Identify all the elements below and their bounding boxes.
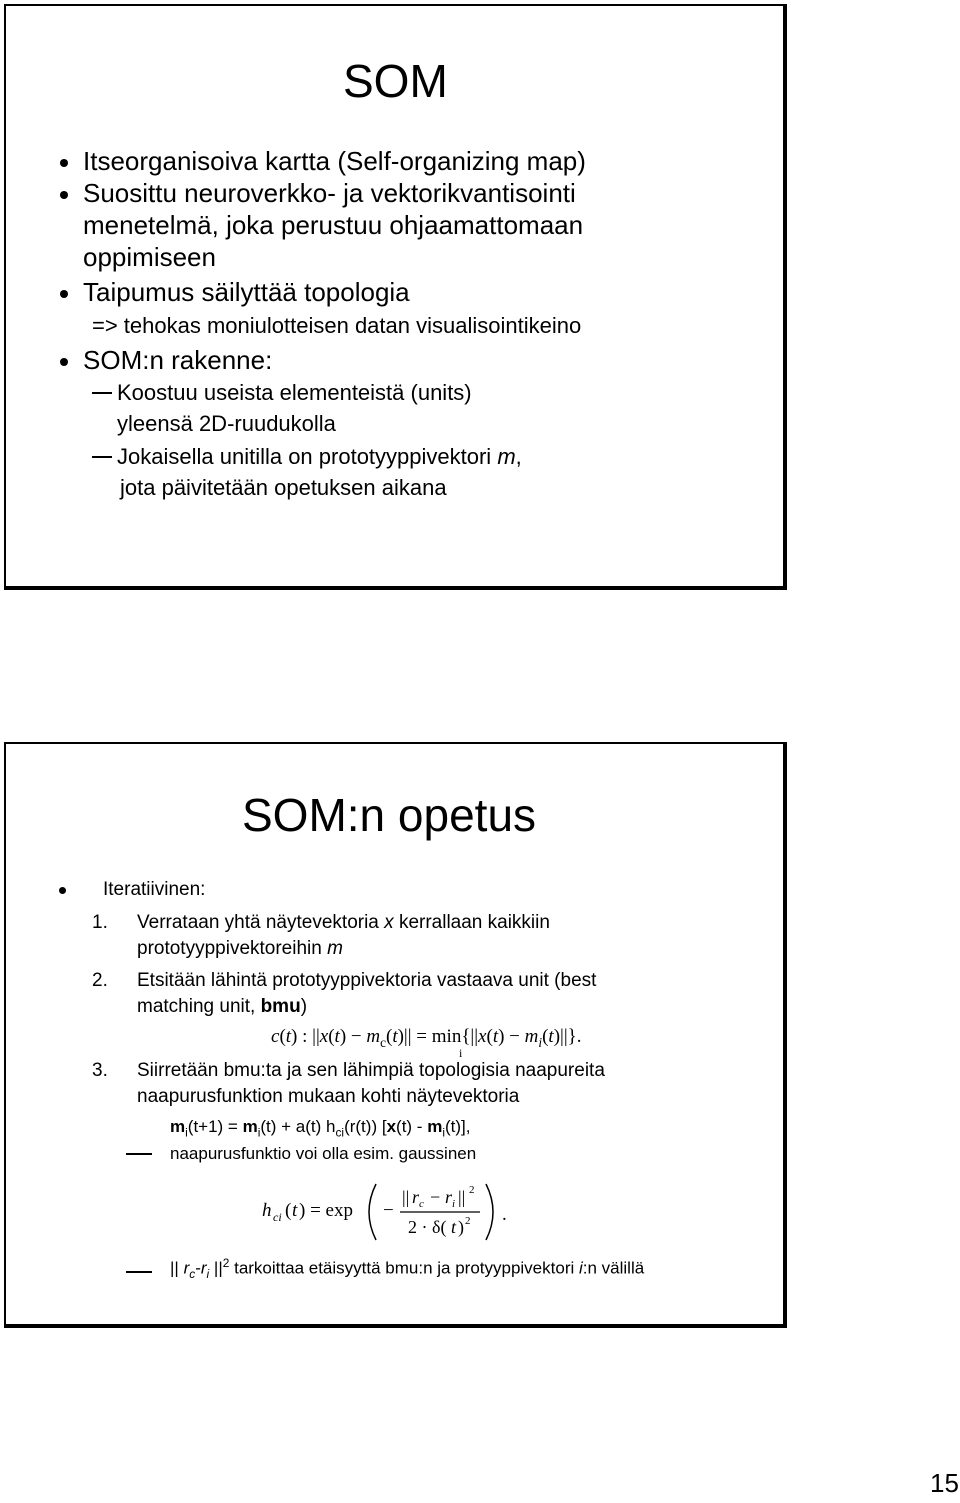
bullet-subtext: => tehokas moniulotteisen datan visualisointikeino [92, 313, 582, 338]
slide-som [4, 4, 787, 590]
sub-bullet-text-cont: yleensä 2D-ruudukolla [117, 411, 336, 436]
symbol-x: x [384, 912, 394, 933]
paren: ) [300, 996, 308, 1017]
bullet-text: SOM:n rakenne: [83, 345, 273, 375]
step-number: 3. [92, 1060, 108, 1081]
bullet-text: Suosittu neuroverkko- ja vektorikvantisointi [83, 178, 576, 208]
svg-text:.: . [502, 1204, 507, 1225]
svg-text:2 · δ(: 2 · δ( [408, 1217, 447, 1237]
svg-text:c: c [419, 1198, 424, 1210]
bullet-text-cont: menetelmä, joka perustuu ohjaamattomaan [83, 210, 584, 240]
svg-text:): ) [458, 1217, 464, 1237]
bullet-text-cont: oppimiseen [83, 242, 216, 272]
svg-text:r: r [445, 1187, 453, 1207]
sub-bullet-dash [92, 392, 112, 394]
step-text-cont [137, 938, 343, 960]
svg-text:ci: ci [273, 1210, 282, 1224]
svg-text:t: t [292, 1200, 298, 1221]
svg-text:(: ( [285, 1200, 292, 1221]
sub-bullet-dash [92, 456, 112, 458]
sub-bullet-text: Koostuu useista elementeistä (units) [117, 380, 472, 405]
svg-text:t: t [451, 1217, 457, 1237]
symbol-m: m [327, 938, 343, 959]
bullet-dot [60, 290, 68, 298]
svg-text:i: i [452, 1198, 456, 1210]
update-rule: $m_i(t+1) = m_i(t) + a(t)$ $h_{ci}(r(t))$ $[x(t) - m_i(t)]$, [170, 1117, 471, 1140]
page-number: 15 [930, 1468, 959, 1498]
slide-title: SOM [343, 55, 448, 107]
sub-bullet-text [117, 444, 522, 470]
bullet-dot [59, 887, 66, 894]
step-number: 2. [92, 970, 108, 991]
svg-text:−: − [430, 1187, 441, 1207]
slide-som-training [4, 742, 787, 1328]
symbol-m: m [497, 444, 516, 469]
min-subscript: i [459, 1046, 463, 1060]
sub-bullet-dash [126, 1271, 152, 1273]
step-text: Etsitään lähintä prototyyppivektoria vastaava unit (best [137, 970, 597, 991]
distance-note: || $r_c-r_i$ $||^2$ tarkoittaa etäisyyttä bmu:n ja protyyppivektori i:n välillä [170, 1256, 645, 1282]
bullet-text: Itseorganisoiva kartta (Self-organizing map) [83, 146, 586, 176]
svg-text:r: r [412, 1187, 420, 1207]
step-text-part: kerrallaan kaikkiin [398, 912, 550, 933]
svg-text:2: 2 [465, 1215, 471, 1227]
bmu-label: bmu [260, 996, 301, 1017]
sub-bullet-text-cont: jota päivitetään opetuksen aikana [120, 475, 447, 500]
bullet-dot [60, 191, 68, 199]
intro-text: Iteratiivinen: [103, 879, 206, 900]
svg-text:) = exp: ) = exp [299, 1200, 353, 1221]
gaussian-formula [256, 1176, 516, 1246]
step-text-cont [137, 996, 307, 1018]
bmu-formula: c(t) : $||x(t) - m_c(t)|| = \min\{||x(t) - m_i(t)||\}$. [271, 1026, 582, 1050]
step-text: Siirretään bmu:ta ja sen lähimpiä topologisia naapureita [137, 1060, 605, 1081]
step-text [137, 912, 550, 934]
step-text-cont: naapurusfunktion mukaan kohti näytevektoria [137, 1086, 520, 1107]
sub-bullet-text: naapurusfunktio voi olla esim. gaussinen [170, 1144, 477, 1163]
bullet-text: Taipumus säilyttää topologia [83, 277, 410, 307]
step-text-part: prototyyppivektoreihin [137, 938, 322, 959]
bullet-dot [60, 159, 68, 167]
svg-text:−: − [383, 1200, 394, 1221]
sub-bullet-text-part: Jokaisella unitilla on prototyyppivektori [117, 444, 492, 469]
slide-title: SOM:n opetus [242, 789, 537, 841]
svg-text:h: h [262, 1200, 272, 1221]
svg-text:||: || [458, 1187, 466, 1207]
comma: , [515, 444, 522, 469]
sub-bullet-dash [126, 1153, 152, 1155]
svg-text:||: || [402, 1187, 410, 1207]
bullet-dot [60, 358, 68, 366]
step-text-part: Verrataan yhtä näytevektoria [137, 912, 379, 933]
step-number: 1. [92, 912, 108, 933]
step-text-part: matching unit, [137, 996, 256, 1017]
svg-text:2: 2 [469, 1184, 475, 1196]
